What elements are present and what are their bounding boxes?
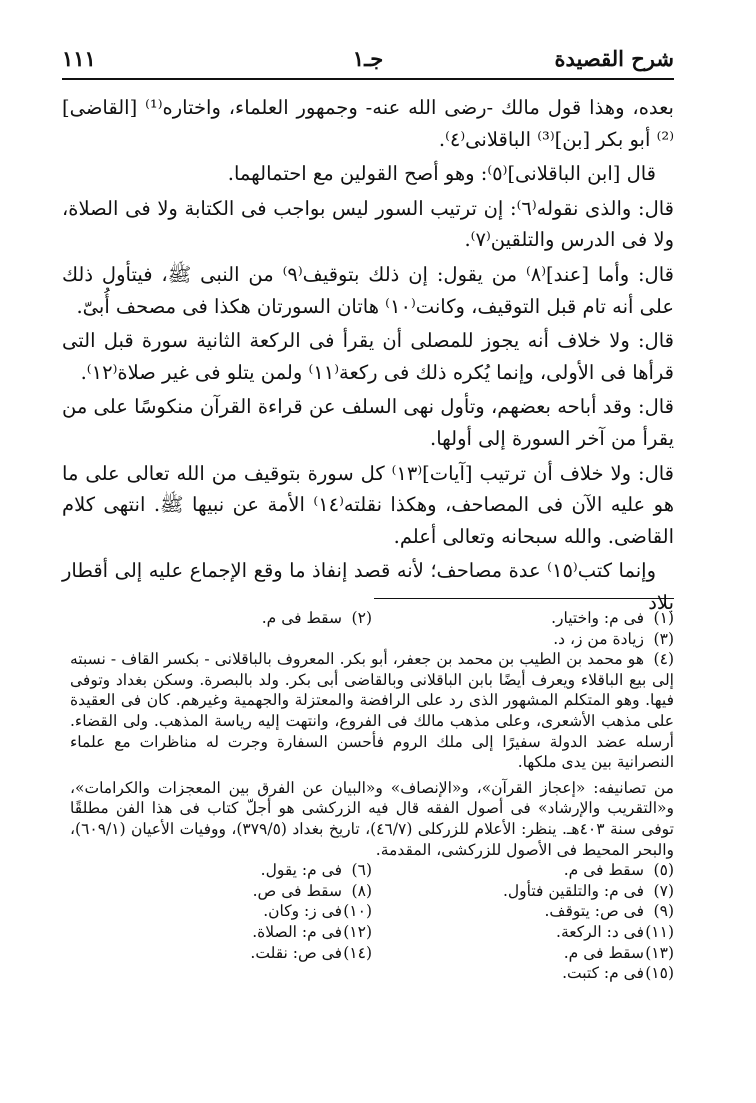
footnote: [70, 901, 372, 922]
footnote-text: سقط فى م.: [563, 861, 644, 880]
page-header: [62, 42, 674, 78]
footnote-number: (١٥): [645, 964, 674, 983]
footnote-number: (١٠): [343, 902, 372, 921]
footnote-text: فى ص: يتوقف.: [544, 902, 644, 921]
footnote-text: فى ص: نقلت.: [250, 943, 342, 962]
footnote-number: (٩): [653, 902, 674, 921]
footnote-divider: [374, 598, 674, 599]
paragraph: وإنما كتب⁽١٥⁾ عدة مصاحف؛ لأنه قصد إنفاذ ما وقع الإجماع عليه إلى أقطار بلاد: [62, 559, 674, 614]
footnote-row: [70, 943, 674, 964]
footnote: [372, 922, 674, 943]
main-text: [62, 92, 674, 622]
paragraph: قال: ولا خلاف أن ترتيب [آيات]⁽١٣⁾ كل سورة بتوقيف من الله تعالى على ما هو عليه الآن فى المصاحف، وهكذا نقلته⁽١٤⁾ الأمة عن نبيها ﷺ. انتهى كلام القاضى. والله سبحانه وتعالى أعلم.: [62, 461, 675, 548]
paragraph: بعده، وهذا قول مالك -رضى الله عنه- وجمهور العلماء، واختاره⁽¹⁾ [القاضى]⁽²⁾ أبو بكر [بن]⁽³⁾ الباقلانى⁽٤⁾.: [62, 96, 674, 151]
footnote: [372, 881, 674, 902]
footnote-number: (١٢): [343, 922, 372, 941]
footnote-row: [70, 860, 674, 881]
footnote-row: [70, 901, 674, 922]
footnotes: [70, 608, 674, 984]
footnote-row: [70, 608, 674, 629]
footnote: [70, 943, 372, 964]
footnote-number: (٨): [351, 881, 372, 900]
footnote-text: فى م: والتلقين فتأول.: [502, 881, 644, 900]
footnote-long: [70, 649, 674, 860]
footnote-text: زيادة من ز، د.: [553, 629, 644, 648]
footnote-row: [70, 963, 674, 984]
footnote-number: (٥): [653, 861, 674, 880]
footnote-text: فى ز: وكان.: [263, 902, 342, 921]
footnote-text: فى م: يقول.: [260, 861, 342, 880]
footnote: [70, 608, 372, 629]
footnote-text: سقط فى م.: [261, 609, 342, 627]
footnote: [70, 922, 372, 943]
paragraph: قال [ابن الباقلانى]⁽٥⁾: وهو أصح القولين مع احتمالهما.: [227, 162, 656, 186]
footnote-number: (٦): [351, 861, 372, 880]
footnote-row: [70, 629, 674, 650]
footnote-text: هو محمد بن الطيب بن محمد بن جعفر، أبو بكر. المعروف بالباقلانى - بكسر القاف - نسبته إلى بيع الباقلاء ويعرف أيضًا بابن الباقلانى وبالقاضى أبى بكر. ولد بالبصرة. وسكن بغداد وتوفى فيها. وهو المتكلم المشهور الذى رد على الرافضة والمعتزلة والجهمية وغيرهم. كان فى العقيدة على مذهب الأشعرى، وعلى مذهب مالك فى الفروع، وانتهت إليه رياسة المذهب. ولى القضاء. أرسله عضد الدولة سفيرًا إلى ملك الروم فأحسن السفارة وجرت له مناظرات مع علماء النصرانية بين يدى ملكها.: [70, 650, 674, 772]
footnote-text: سقط فى ص.: [252, 881, 342, 900]
footnote: [70, 629, 674, 650]
footnote-text: فى م: واختيار.: [551, 609, 644, 627]
footnote-number: (٤): [653, 650, 674, 669]
footnote-text: فى م: كتبت.: [562, 964, 644, 983]
footnote-number: (٧): [653, 881, 674, 900]
footnote-number: (٣): [653, 629, 674, 648]
footnote: [70, 881, 372, 902]
page-number: ١١١: [62, 46, 96, 71]
volume-label: جـ١: [352, 46, 384, 71]
paragraph: قال: وقد أباحه بعضهم، وتأول نهى السلف عن قراءة القرآن منكوسًا على من يقرأ من آخر السورة إلى أولها.: [62, 395, 674, 450]
footnote-number: (١): [653, 609, 674, 627]
footnote: [372, 901, 674, 922]
footnote-sources: من تصانيفه: «إعجاز القرآن»، و«الإنصاف» و«البيان عن الفرق بين المعجزات والكرامات»، و«التقريب والإرشاد» فى أصول الفقه قال فيه الزركشى هو أجلّ كتاب فى هذا الفن مطلقًا توفى سنة ٤٠٣هـ. ينظر: الأعلام للزركلى (٤٦/٧)، تاريخ بغداد (٣٧٩/٥)، ووفيات الأعيان (٦٠٩/١)، والبحر المحيط فى الأصول للزركشى، المقدمة.: [70, 778, 674, 859]
footnote-row: [70, 881, 674, 902]
footnote-text: سقط فى م.: [563, 943, 644, 962]
footnote: [372, 943, 674, 964]
paragraph: قال: وأما [عند]⁽٨⁾ من يقول: إن ذلك بتوقيف⁽٩⁾ من النبى ﷺ، فيتأول ذلك على أنه تام قبل التوقيف، وكانت⁽١٠⁾ هاتان السورتان هكذا فى مصحف أُبىّ.: [62, 262, 674, 318]
footnote-number: (١١): [645, 922, 674, 941]
footnote: [372, 608, 674, 629]
footnote-text: فى د: الركعة.: [556, 922, 644, 941]
footnote: [372, 860, 674, 881]
header-divider: [62, 78, 674, 80]
running-title: شرح القصيدة: [554, 46, 674, 71]
footnote-number: (١٤): [343, 943, 372, 962]
footnote-number: (٢): [351, 609, 372, 627]
paragraph: قال: والذى نقوله⁽٦⁾: إن ترتيب السور ليس بواجب فى الكتابة ولا فى الصلاة، ولا فى الدرس والتلقين⁽٧⁾.: [62, 196, 674, 252]
footnote: [70, 860, 372, 881]
footnote-row: [70, 922, 674, 943]
paragraph: قال: ولا خلاف أنه يجوز للمصلى أن يقرأ فى الركعة الثانية سورة قبل التى قرأها فى الأولى، وإنما يُكره ذلك فى ركعة⁽١١⁾ ولمن يتلو فى غير صلاة⁽١٢⁾.: [62, 329, 674, 384]
footnote-number: (١٣): [645, 943, 674, 962]
footnote: [70, 963, 674, 984]
footnote-text: فى م: الصلاة.: [252, 922, 342, 941]
